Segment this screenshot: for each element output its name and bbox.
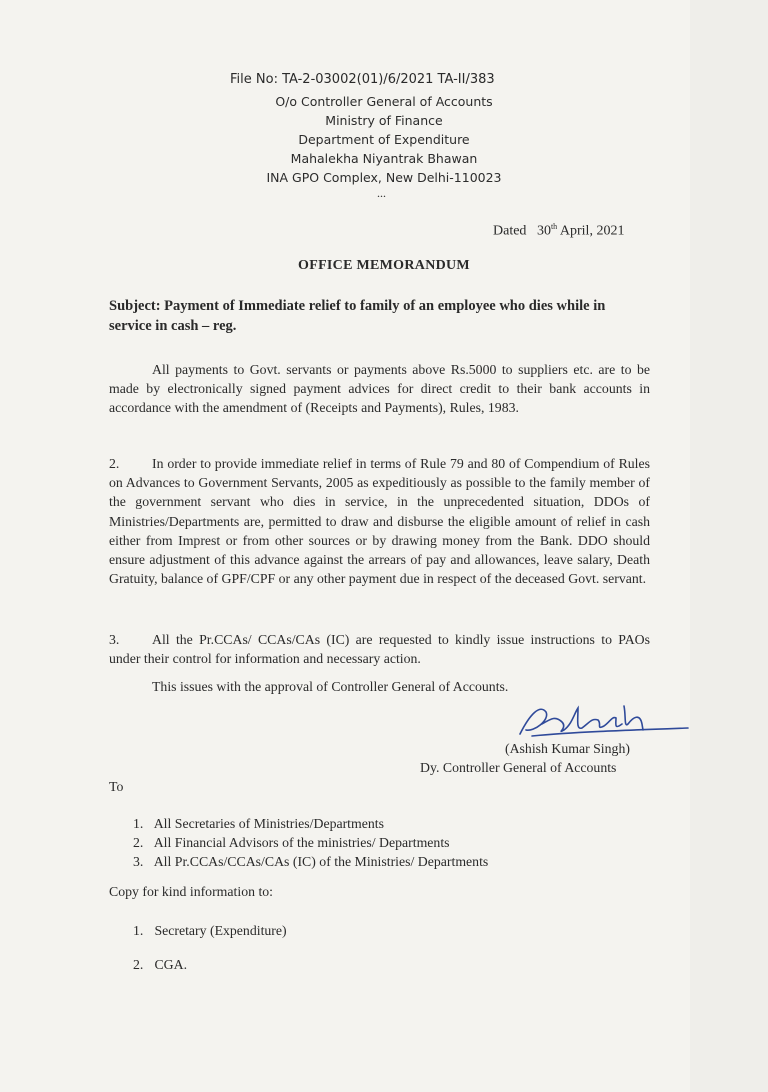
date-rest: April, 2021: [557, 223, 625, 239]
paragraph-3: [109, 630, 650, 668]
paragraph-1: All payments to Govt. servants or payments above Rs.5000 to suppliers etc. are to be made by electronically signed payment advices for direct credit to their bank accounts in accordance with the amendment of (Receipts and Payments), Rules, 1983.: [109, 362, 650, 416]
address-line: Ministry of Finance: [325, 113, 443, 128]
office-address: [0, 92, 768, 187]
paragraph-2: [109, 454, 650, 588]
copy-label: Copy for kind information to:: [109, 884, 274, 899]
paragraph-text: All the Pr.CCAs/ CCAs/CAs (IC) are requested to kindly issue instructions to PAOs under their control for information and necessary action.: [109, 632, 650, 667]
date-day: 30: [536, 223, 551, 239]
file-number: File No: TA-2-03002(01)/6/2021 TA-II/383: [230, 72, 495, 87]
signatory-designation: Dy. Controller General of Accounts: [420, 760, 617, 775]
address-line: Department of Expenditure: [298, 132, 470, 147]
paragraph-text: In order to provide immediate relief in terms of Rule 79 and 80 of Compendium of Rules on Advances to Government Servants, 2005 as expeditiously as possible to the family member of the government servant who dies in service, in the unprecedented situation, DDOs of Ministries/Departments are, permitted to draw and disburse the eligible amount of relief in cash either from Imprest or from other sources or by drawing money from the Bank. DDO should ensure adjustment of this advance against the arrears of pay and allowances, leave salary, Death Gratuity, balance of GPF/CPF or any other payment due in respect of the deceased Govt. servant.: [109, 456, 650, 587]
signatory-name: (Ashish Kumar Singh): [505, 741, 630, 756]
separator-dots: ...: [377, 186, 386, 200]
recipient-list: [133, 814, 488, 871]
list-item: 1. Secretary (Expenditure): [133, 923, 287, 938]
date-suffix: th: [550, 222, 558, 231]
paragraph-number: 2.: [109, 456, 120, 471]
memo-date: [493, 222, 624, 240]
memo-subject: Subject: Payment of Immediate relief to family of an employee who dies while in service in cash – reg.: [109, 298, 606, 334]
date-prefix: Dated: [493, 223, 527, 239]
memo-title: OFFICE MEMORANDUM: [298, 258, 470, 273]
list-item: 3. All Pr.CCAs/CCAs/CAs (IC) of the Ministries/ Departments: [133, 854, 489, 869]
list-item: 1. All Secretaries of Ministries/Departments: [133, 816, 384, 831]
to-label: To: [109, 779, 124, 794]
signature-image: [512, 694, 692, 748]
address-line: Mahalekha Niyantrak Bhawan: [290, 151, 478, 166]
list-item: 2. CGA.: [133, 957, 188, 972]
paragraph-number: 3.: [109, 632, 120, 647]
address-line: INA GPO Complex, New Delhi-110023: [266, 170, 502, 185]
address-line: O/o Controller General of Accounts: [275, 94, 493, 109]
list-item: 2. All Financial Advisors of the ministries/ Departments: [133, 835, 450, 850]
copy-list: [133, 914, 287, 982]
approval-line: This issues with the approval of Controller General of Accounts.: [152, 679, 509, 694]
